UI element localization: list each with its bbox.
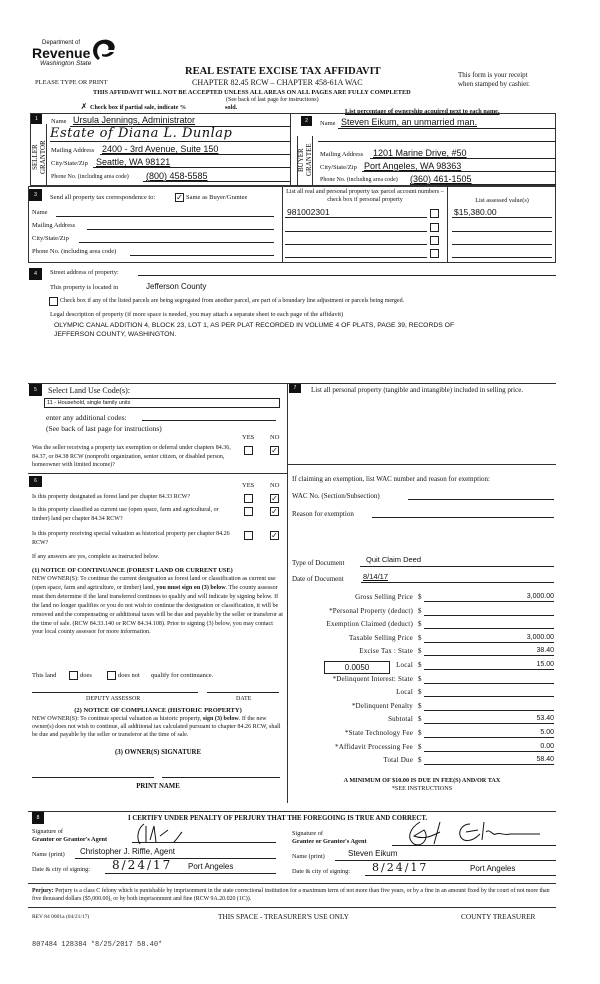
send-correspondence-label: Send all property tax correspondence to:: [50, 194, 156, 201]
section-6-badge: 6: [29, 476, 42, 487]
doc-date-field[interactable]: [361, 574, 554, 583]
section-3-badge: 3: [29, 189, 42, 201]
parcel-number-field[interactable]: [285, 248, 427, 258]
assessed-header: List assessed value(s): [475, 197, 529, 204]
seller-city-value[interactable]: Seattle, WA 98121: [96, 157, 171, 167]
grantee-name-label: Name (print): [292, 853, 325, 860]
if-yes-note: If any answers are yes, complete as instructed below.: [32, 554, 160, 560]
buyer-phone-label: Phone No. (including area code): [320, 177, 398, 183]
currency-sign: $: [418, 620, 422, 629]
sold-label: sold.: [225, 104, 238, 111]
form-title: REAL ESTATE EXCISE TAX AFFIDAVIT: [185, 66, 381, 77]
currency-sign: $: [418, 701, 422, 710]
currency-sign: $: [418, 756, 422, 765]
reason-field[interactable]: [372, 509, 554, 518]
tax-row-label: Gross Selling Price: [355, 593, 413, 601]
see-instructions: *SEE INSTRUCTIONS: [391, 785, 453, 792]
tax-amount-field[interactable]: [424, 755, 554, 765]
doc-type-value: Quit Claim Deed: [366, 555, 422, 564]
doc-date-label: Date of Document: [292, 575, 344, 583]
certify-bottom-rule: [28, 883, 556, 884]
seller-phone-label: Phone No. (including area code): [51, 174, 129, 180]
tax-amount-field[interactable]: [424, 606, 554, 616]
minimum-note: A MINIMUM OF $10.00 IS DUE IN FEE(S) AND/OR TAX: [343, 777, 501, 784]
grantor-date-value: 8/24/17: [112, 858, 173, 872]
tax-amount-field[interactable]: [424, 728, 554, 738]
parcel-header: List all real and personal property tax parcel account numbers – check box if personal property: [286, 188, 444, 203]
treasurer-space: THIS SPACE - TREASURER'S USE ONLY: [218, 912, 349, 921]
ownership-note: List percentage of ownership acquired next to each name.: [345, 108, 500, 115]
tax-amount-field[interactable]: [424, 714, 554, 724]
owner-signature-title: (3) OWNER(S) SIGNATURE: [115, 749, 201, 756]
partial-sale-label: Check box if partial sale, indicate %: [90, 104, 187, 111]
tax-amount-value: 38.40: [536, 647, 554, 655]
parcel-number-field[interactable]: [285, 235, 427, 245]
county-treasurer: COUNTY TREASURER: [461, 912, 536, 921]
tax-amount-field[interactable]: [424, 660, 554, 670]
seller-name-label: Name: [51, 118, 67, 125]
grantor-sig-label-2: Grantor or Grantor's Agent: [32, 836, 108, 843]
current-use-yes-checkbox[interactable]: [244, 507, 253, 516]
same-as-buyer-label: Same as Buyer/Grantee: [186, 194, 248, 201]
tax-row-label: *Delinquent Penalty: [351, 701, 413, 710]
currency-sign: $: [418, 606, 422, 615]
tax-amount-value: 3,000.00: [526, 633, 554, 641]
perjury-notice: Perjury: Perjury is a class C felony which is punishable by imprisonment in the state correctional institution for a maximum term of not more than five years, or by a fine in an amount fixed by the court of not more than five thousand dollars ($5,000.00), or by both imprisonment and fine (RCW 9A.20.020 (1C)).: [32, 888, 550, 902]
section-7-bottom: [288, 464, 556, 465]
buyer-side-label: BUYER GRANTEE: [297, 143, 313, 177]
grantor-name-value: Christopher J. Riffle, Agent: [80, 847, 176, 856]
tax-amount-field[interactable]: [424, 674, 554, 684]
yes-header-5: YES: [242, 434, 255, 441]
segregate-checkbox[interactable]: [49, 297, 58, 306]
tax-row-label: Excise Tax : State: [359, 647, 413, 656]
seller-mailing-value[interactable]: 2400 - 3rd Avenue, Suite 150: [102, 144, 219, 154]
warning-text: THIS AFFIDAVIT WILL NOT BE ACCEPTED UNLESS ALL AREAS ON ALL PAGES ARE FULLY COMPLETED: [93, 89, 411, 96]
current-use-question: Is this property classified as current use (open space, farm and agricultural, or timber) land per chapter 84.34 RCW?: [32, 507, 219, 522]
corr-mailing-field[interactable]: [87, 221, 274, 230]
logo-line3: Washington State: [40, 60, 92, 67]
tax-row-label: *Personal Property (deduct): [329, 606, 413, 615]
doc-type-label: Type of Document: [292, 559, 345, 567]
corr-mailing-label: Mailing Address: [32, 222, 76, 229]
grantee-name-value: Steven Eikum: [348, 849, 398, 858]
land-use-see-back: (See back of last page for instructions): [46, 424, 162, 433]
street-address-field[interactable]: [138, 268, 556, 276]
tax-row-label: Exemption Claimed (deduct): [326, 620, 413, 629]
deputy-assessor-line[interactable]: [32, 685, 198, 693]
parcel-number-field[interactable]: [285, 222, 427, 232]
historic-question: Is this property receiving special valuation as historical property per chapter 84.26 RCW?: [32, 531, 230, 546]
qualify-label: qualify for continuance.: [151, 672, 214, 679]
corr-name-label: Name: [32, 209, 48, 216]
tax-row-label: Total Due: [383, 756, 413, 765]
certify-statement: I CERTIFY UNDER PENALTY OF PERJURY THAT THE FOREGOING IS TRUE AND CORRECT.: [128, 815, 428, 822]
currency-sign: $: [418, 742, 422, 751]
tax-amount-value: 53.40: [536, 715, 554, 723]
does-not-qualify-checkbox[interactable]: [107, 671, 116, 680]
tax-row-label: Local: [396, 661, 413, 669]
parcel-number-value: 981002301: [287, 207, 330, 217]
land-use-label: Select Land Use Code(s):: [48, 386, 130, 395]
tax-row-label: *State Technology Fee: [344, 729, 413, 737]
section-4-badge: 4: [29, 268, 42, 280]
form-revision: REV 84 0001a (04/21/17): [32, 914, 90, 920]
personal-property-checkbox[interactable]: [430, 209, 439, 218]
tax-amount-field[interactable]: [424, 633, 554, 643]
no-header-5: NO: [270, 434, 280, 441]
wac-field[interactable]: [408, 491, 554, 500]
tax-row-label: Taxable Selling Price: [349, 633, 413, 642]
forest-yes-checkbox[interactable]: [244, 494, 253, 503]
corr-name-field[interactable]: [56, 208, 274, 217]
seller-city-label: City/State/Zip: [51, 160, 88, 167]
partial-sale-checkbox[interactable]: ✗: [80, 102, 88, 111]
this-land-label: This land: [32, 672, 57, 679]
tax-amount-field[interactable]: [424, 742, 554, 752]
additional-codes-field[interactable]: [142, 412, 276, 421]
exemption-no-checkbox[interactable]: ✓: [271, 446, 278, 455]
section-7-badge: 7: [289, 384, 301, 393]
corr-city-label: City/State/Zip: [32, 235, 69, 242]
assessed-value-field[interactable]: [452, 235, 552, 245]
notice-compliance-text: NEW OWNER(S): To continue special valuation as historic property, sign (3) below. If the new owner(s) does not wish to continue, all additional tax calculated pursuant to chapter 84.26 RCW, shall be due and payable by the seller or transferor at the time of sale.: [32, 716, 281, 738]
grantee-date-value: 8/24/17: [372, 861, 429, 874]
buyer-mailing-value[interactable]: 1201 Marine Drive, #50: [373, 148, 467, 158]
personal-property-checkbox[interactable]: [430, 249, 439, 258]
same-as-buyer-checkbox[interactable]: ✓: [176, 193, 183, 202]
grantee-date-label: Date & city of signing:: [292, 868, 351, 875]
notice-compliance-title: (2) NOTICE OF COMPLIANCE (HISTORIC PROPERTY): [74, 707, 242, 714]
owner-signature-line-2[interactable]: [162, 770, 280, 778]
exemption-question: Was the seller receiving a property tax exemption or deferral under chapters 84.36, 84.37, or 84.38 RCW (nonprofit organization, senior citizen, or disabled person, homeowner with limited income)?: [32, 445, 231, 468]
owner-signature-line-1[interactable]: [32, 770, 154, 778]
buyer-city-label: City/State/Zip: [320, 164, 357, 171]
seller-mailing-label: Mailing Address: [51, 147, 95, 154]
currency-sign: $: [418, 674, 422, 683]
section-1-badge: 1: [31, 114, 42, 124]
tax-amount-value: 0.00: [540, 742, 554, 750]
form-chapter: CHAPTER 82.45 RCW – CHAPTER 458-61A WAC: [192, 78, 363, 87]
corr-city-field[interactable]: [79, 234, 274, 243]
legal-desc-label: Legal description of property (if more space is needed, you may attach a separate sheet to each page of the affidavit): [50, 311, 344, 318]
currency-sign: $: [418, 715, 422, 724]
corr-divider-1: [282, 186, 283, 263]
please-type: PLEASE TYPE OR PRINT: [35, 79, 108, 86]
lower-box-divider: [287, 383, 288, 803]
assessor-date-label: DATE: [236, 696, 252, 702]
parties-divider: [290, 113, 291, 186]
print-name-label: PRINT NAME: [136, 783, 180, 790]
buyer-city-value[interactable]: Port Angeles, WA 98363: [364, 161, 462, 171]
tax-row-label: Local: [396, 688, 413, 697]
deputy-assessor-label: DEPUTY ASSESSOR: [86, 696, 141, 702]
grantor-city-value: Port Angeles: [188, 862, 234, 871]
personal-property-checkbox[interactable]: [430, 236, 439, 245]
notice-continuance-text: NEW OWNER(S): To continue the current designation as forest land or classification as current use (open space, farm and agriculture, or timber) land, you must sign on (3) below. The county assessor must then determine if the land transferred continues to qualify and will indicate by signing below. If the land no longer qualifies or you do not wish to continue the designation or classification, it will be removed and the compensating or additional taxes will be due and payable by the seller or transferor at the time of sale. (RCW 84.33.140 or RCW 84.34.108). Prior to signing (3) below, you may contact your local county assessor for more information.: [32, 576, 283, 636]
tax-amount-field[interactable]: [424, 701, 554, 711]
receipt-note-2: when stamped by cashier.: [458, 80, 530, 88]
logo-line1: Department of: [42, 40, 81, 46]
forest-no-checkbox[interactable]: ✓: [271, 494, 278, 503]
historic-no-checkbox[interactable]: ✓: [271, 531, 278, 540]
tax-amount-field[interactable]: [424, 592, 554, 602]
corr-phone-field[interactable]: [130, 247, 274, 256]
exemption-intro: If claiming an exemption, list WAC number and reason for exemption:: [292, 475, 490, 483]
seller-side-label: SELLER GRANTOR: [31, 140, 47, 174]
corr-phone-label: Phone No. (including area code): [32, 248, 117, 255]
tax-row-label: Subtotal: [388, 715, 413, 724]
certify-top-rule: [28, 811, 556, 812]
buyer-phone-value[interactable]: (360) 461-1505: [410, 174, 472, 184]
legal-desc-line1[interactable]: OLYMPIC CANAL ADDITION 4, BLOCK 23, LOT 1, AS PER PLAT RECORDED IN VOLUME 4 OF PLATS, PAGE 39, RECORDS OF: [54, 322, 455, 329]
historic-yes-checkbox[interactable]: [244, 531, 253, 540]
logo-line2: Revenue: [32, 45, 91, 61]
dor-swoosh-icon: [90, 38, 118, 62]
tax-amount-field[interactable]: [424, 687, 554, 697]
currency-sign: $: [418, 593, 422, 601]
tax-rate-value: 0.0050: [344, 663, 370, 672]
grantee-signature-scribble: [400, 818, 550, 848]
assessor-date-line[interactable]: [207, 685, 279, 693]
grantee-sig-label-2: Grantee or Grantee's Agent: [292, 838, 367, 845]
county-value[interactable]: Jefferson County: [146, 282, 207, 291]
doc-date-value: 8/14/17: [363, 572, 389, 581]
section-2-badge: 2: [301, 116, 312, 126]
no-header-6: NO: [270, 482, 280, 489]
exemption-yes-checkbox[interactable]: [244, 446, 253, 455]
tax-amount-value: 5.00: [540, 729, 554, 736]
currency-sign: $: [418, 647, 422, 656]
land-use-select[interactable]: 11 - Household, single family units: [44, 398, 280, 408]
grantor-date-label: Date & city of signing:: [32, 866, 91, 873]
does-not-label: does not: [118, 672, 140, 679]
seller-name2-handwritten[interactable]: Estate of Diana L. Dunlap: [50, 126, 233, 141]
assessed-value: $15,380.00: [454, 207, 497, 217]
tax-row-label: *Delinquent Interest: State: [332, 674, 413, 683]
assessed-value-field[interactable]: [452, 248, 552, 258]
seller-name-value[interactable]: Ursula Jennings, Administrator: [73, 115, 196, 125]
personal-property-checkbox[interactable]: [430, 223, 439, 232]
corr-divider-2: [447, 186, 448, 263]
grantor-sig-label-1: Signature of: [32, 828, 63, 835]
currency-sign: $: [418, 729, 422, 737]
wac-label: WAC No. (Section/Subsection): [292, 492, 380, 500]
segregate-label: Check box if any of the listed parcels are being segregated from another parcel, are part of a boundary line adjustment or parcels being merged.: [60, 298, 405, 304]
footer-rule: [28, 907, 556, 908]
tax-row-label: *Affidavit Processing Fee: [335, 742, 413, 751]
currency-sign: $: [418, 633, 422, 642]
grantor-signature-scribble: [134, 822, 184, 846]
notice-continuance-title: (1) NOTICE OF CONTINUANCE (FOREST LAND OR CURRENT USE): [32, 567, 233, 574]
personal-property-label: List all personal property (tangible and intangible) included in selling price.: [311, 386, 524, 394]
seller-phone-value[interactable]: (800) 458-5585: [146, 171, 208, 181]
yes-header-6: YES: [242, 482, 255, 489]
cashier-stamp: 807484 128384 *8/25/2017 58.40*: [32, 941, 163, 949]
section-5-badge: 5: [29, 384, 42, 396]
forest-land-question: Is this property designated as forest land per chapter 84.33 RCW?: [32, 494, 191, 500]
tax-amount-field[interactable]: [424, 646, 554, 656]
buyer-name2-line: [318, 130, 556, 142]
tax-amount-field[interactable]: [424, 619, 554, 629]
current-use-no-checkbox[interactable]: ✓: [271, 507, 278, 516]
does-label: does: [80, 672, 92, 679]
tax-amount-value: 15.00: [536, 661, 554, 668]
grantor-name-label: Name (print): [32, 851, 65, 858]
currency-sign: $: [418, 688, 422, 697]
grantee-sig-label-1: Signature of: [292, 830, 323, 837]
see-back-note: (See back of last page for instructions): [226, 97, 319, 103]
section-5-6-divider: [28, 473, 288, 474]
receipt-note-1: This form is your receipt: [458, 71, 528, 79]
tax-amount-value: 3,000.00: [526, 593, 554, 600]
grantee-city-value: Port Angeles: [470, 864, 516, 873]
buyer-mailing-label: Mailing Address: [320, 151, 364, 158]
assessed-value-field[interactable]: [452, 222, 552, 232]
buyer-name-label: Name: [320, 120, 336, 127]
section-8-badge: 8: [32, 812, 44, 824]
street-address-label: Street address of property:: [50, 269, 119, 276]
located-in-label: This property is located in: [50, 284, 119, 291]
buyer-name-value[interactable]: Steven Eikum, an unmarried man.: [341, 117, 478, 127]
reason-label: Reason for exemption: [292, 510, 354, 518]
additional-codes-label: enter any additional codes:: [46, 413, 127, 422]
legal-desc-line2[interactable]: JEFFERSON COUNTY, WASHINGTON.: [54, 331, 177, 338]
does-qualify-checkbox[interactable]: [69, 671, 78, 680]
tax-amount-value: 58.40: [536, 756, 554, 764]
currency-sign: $: [418, 661, 422, 669]
dor-logo: [32, 38, 122, 70]
